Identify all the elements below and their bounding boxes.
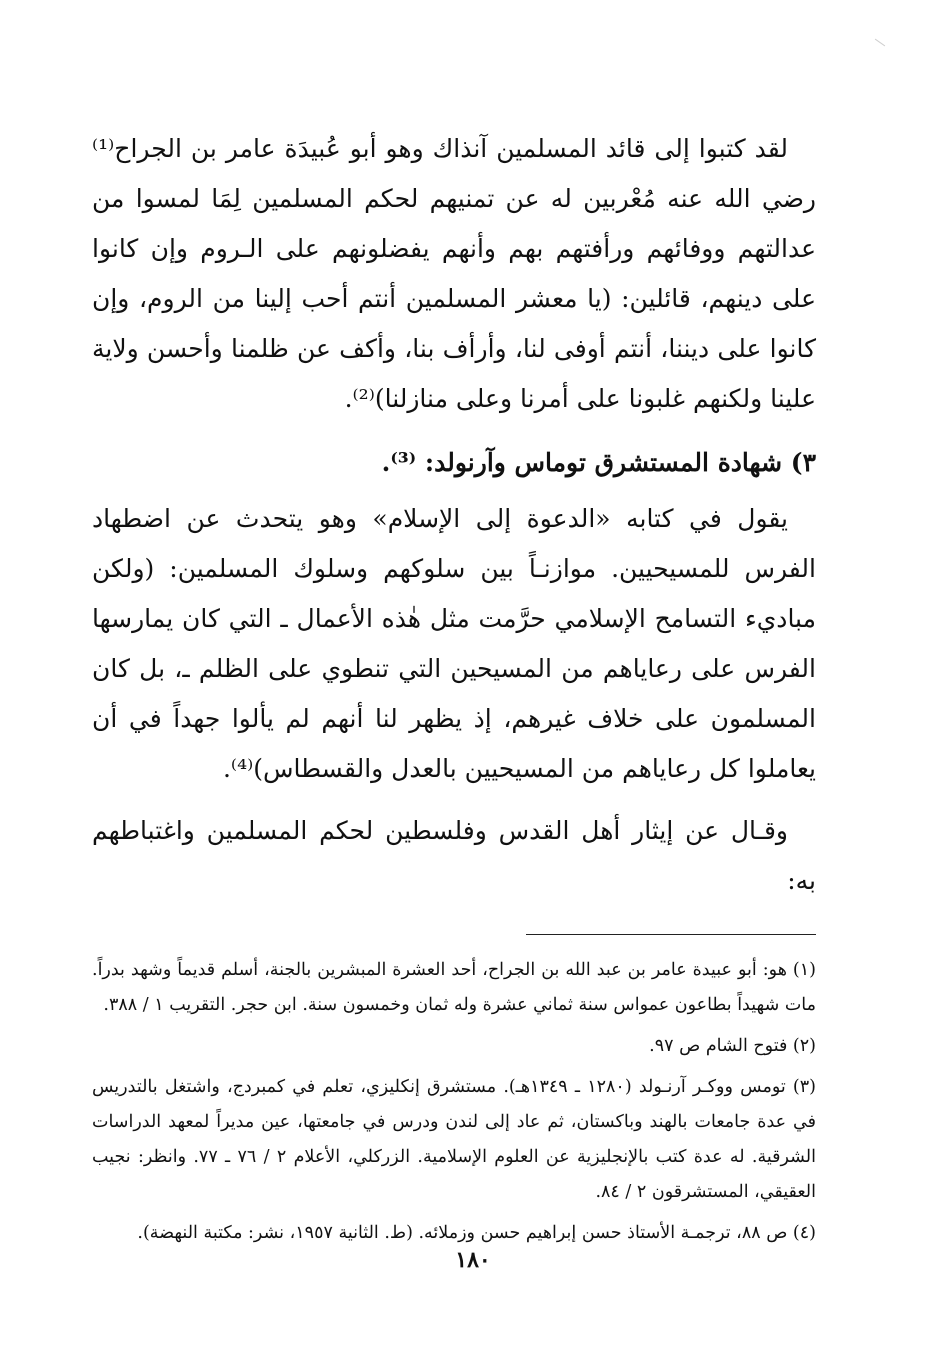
section-heading-arnold-testimony: ٣) شهادة المستشرق توماس وآرنولد: ⁽³⁾.: [381, 448, 816, 477]
page-content: [92, 124, 816, 1257]
footnote-separator: [526, 934, 816, 935]
paragraph-jerusalem-palestine: وقـال عن إيثار أهل القدس وفلسطين لحكم المسلمين واغتباطهم به:: [92, 816, 816, 895]
footnote-4: (٤) ص ٨٨، ترجمـة الأستاذ حسن إبراهيم حسن وزملائه. (ط. الثانية ١٩٥٧، نشر: مكتبة النهضة).: [137, 1223, 816, 1243]
scan-mark: [875, 39, 885, 47]
paragraph-letter-to-abu-ubaidah: لقد كتبوا إلى قائد المسلمين آنذاك وهو أبو عُبيدَة عامر بن الجراح⁽¹⁾ رضي الله عنه مُعْربين له عن تمنيهم لحكم المسلمين لِمَا لمسوا من عدالتهم ووفائهم ورأفتهم بهم وأنهم يفضلونهم على الـروم وإن كانوا على دينهم، قائلين: (يا معشر المسلمين أنتم أحب إلينا من الروم، وإن كانوا على ديننا، أنتم أوفى لنا، وأرأف بنا، وأكف عن ظلمنا وأحسن ولاية علينا ولكنهم غلبونا على أمرنا وعلى منازلنا)⁽²⁾.: [92, 134, 816, 413]
footnote-1: (١) هو: أبو عبيدة عامر بن عبد الله بن الجراح، أحد العشرة المبشرين بالجنة، أسلم قديماً وشهد بدراً. مات شهيداً بطاعون عمواس سنة ثماني عشرة وله ثمان وخمسون سنة. ابن حجر. التقريب ١ / ٣٨٨.: [92, 960, 816, 1015]
paragraph-arnold-quote: يقول في كتابه «الدعوة إلى الإسلام» وهو يتحدث عن اضطهاد الفرس للمسيحيين. موازنـاً بين سلوكهم وسلوك المسلمين: (ولكن مباديء التسامح الإسلامي حرَّمت مثل هٰذه الأعمال ـ التي كان يمارسها الفرس على رعاياهم من المسيحين التي تنطوي على الظلم ـ، بل كان المسلمون على خلاف غيرهم، إذ يظهر لنا أنهم لم يألوا جهداً في أن يعاملوا كل رعاياهم من المسيحيين بالعدل والقسطاس)⁽⁴⁾.: [92, 504, 816, 783]
footnote-2: (٢) فتوح الشام ص ٩٧.: [649, 1036, 816, 1056]
page-number: ١٨٠: [455, 1247, 491, 1273]
main-text: [92, 124, 816, 906]
footnotes: [92, 953, 816, 1251]
footnote-3: (٣) تومس ووكـر آرنـولد (١٢٨٠ ـ ١٣٤٩هـ). مستشرق إنكليزي، تعلم في كمبردج، واشتغل بالتدريس في عدة جامعات بالهند وباكستان، ثم عاد إلى لندن ودرس في جامعتها، عين مديراً لمعهد الدراسات الشرقية. له عدة كتب بالإنجليزية عن العلوم الإسلامية. الزركلي، الأعلام ٢ / ٧٦ ـ ٧٧. وانظر: نجيب العقيقي، المستشرقون ٢ / ٨٤.: [92, 1077, 816, 1202]
